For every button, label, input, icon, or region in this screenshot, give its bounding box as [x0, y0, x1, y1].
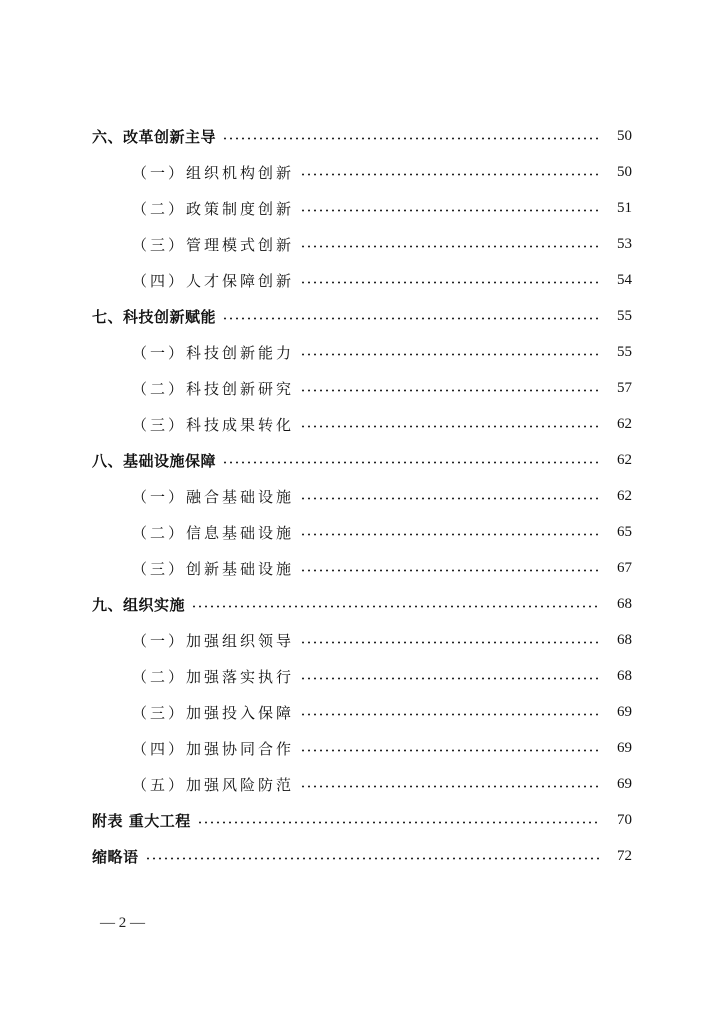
toc-entry-title: （一）组织机构创新 — [132, 163, 295, 182]
toc-entry-title: （二）信息基础设施 — [132, 523, 295, 542]
toc-chapter-entry[interactable] — [92, 802, 632, 838]
toc-section-entry[interactable] — [92, 370, 632, 406]
toc-entry-title: （一）加强组织领导 — [132, 631, 295, 650]
toc-entry-title: （三）科技成果转化 — [132, 415, 295, 434]
toc-dot-leader — [300, 389, 600, 392]
toc-entry-title: （二）科技创新研究 — [132, 379, 295, 398]
toc-entry-page-number: 68 — [617, 631, 632, 648]
toc-dot-leader — [300, 497, 600, 500]
toc-entry-page-number: 67 — [617, 559, 632, 576]
toc-section-entry[interactable] — [92, 406, 632, 442]
page-number: — 2 — — [100, 915, 145, 931]
toc-entry-page-number: 57 — [617, 379, 632, 396]
toc-section-entry[interactable] — [92, 550, 632, 586]
toc-dot-leader — [222, 137, 600, 140]
toc-dot-leader — [191, 605, 600, 608]
toc-entry-page-number: 62 — [617, 451, 632, 468]
toc-entry-page-number: 50 — [617, 127, 632, 144]
toc-dot-leader — [300, 569, 600, 572]
toc-entry-title: （四）加强协同合作 — [132, 739, 295, 758]
toc-entry-page-number: 55 — [617, 343, 632, 360]
toc-dot-leader — [222, 317, 600, 320]
toc-entry-page-number: 55 — [617, 307, 632, 324]
toc-entry-title: （三）创新基础设施 — [132, 559, 295, 578]
toc-section-entry[interactable] — [92, 478, 632, 514]
toc-chapter-entry[interactable] — [92, 298, 632, 334]
toc-dot-leader — [300, 281, 600, 284]
toc-entry-page-number: 51 — [617, 199, 632, 216]
toc-entry-title: （三）加强投入保障 — [132, 703, 295, 722]
toc-entry-page-number: 72 — [617, 847, 632, 864]
toc-dot-leader — [300, 749, 600, 752]
toc-dot-leader — [300, 677, 600, 680]
toc-section-entry[interactable] — [92, 226, 632, 262]
toc-entry-title: （一）科技创新能力 — [132, 343, 295, 362]
toc-entry-page-number: 54 — [617, 271, 632, 288]
toc-dot-leader — [197, 821, 600, 824]
toc-entry-page-number: 69 — [617, 739, 632, 756]
toc-chapter-entry[interactable] — [92, 838, 632, 874]
toc-entry-page-number: 53 — [617, 235, 632, 252]
toc-entry-title: 九、组织实施 — [92, 595, 186, 614]
toc-dot-leader — [300, 641, 600, 644]
toc-dot-leader — [222, 461, 600, 464]
toc-entry-page-number: 69 — [617, 703, 632, 720]
toc-dot-leader — [300, 245, 600, 248]
toc-section-entry[interactable] — [92, 154, 632, 190]
toc-dot-leader — [300, 209, 600, 212]
toc-dot-leader — [300, 173, 600, 176]
toc-section-entry[interactable] — [92, 334, 632, 370]
toc-entry-title: 六、改革创新主导 — [92, 127, 217, 146]
toc-dot-leader — [145, 857, 600, 860]
toc-entry-title: （一）融合基础设施 — [132, 487, 295, 506]
toc-entry-page-number: 50 — [617, 163, 632, 180]
toc-chapter-entry[interactable] — [92, 118, 632, 154]
toc-entry-title: （四）人才保障创新 — [132, 271, 295, 290]
toc-entry-title: （三）管理模式创新 — [132, 235, 295, 254]
table-of-contents — [92, 118, 632, 874]
toc-entry-page-number: 69 — [617, 775, 632, 792]
toc-entry-title: （五）加强风险防范 — [132, 775, 295, 794]
toc-chapter-entry[interactable] — [92, 586, 632, 622]
toc-entry-title: 七、科技创新赋能 — [92, 307, 217, 326]
toc-entry-title: 缩略语 — [92, 847, 139, 866]
toc-entry-page-number: 68 — [617, 667, 632, 684]
toc-dot-leader — [300, 425, 600, 428]
toc-entry-title: （二）政策制度创新 — [132, 199, 295, 218]
toc-section-entry[interactable] — [92, 766, 632, 802]
toc-entry-page-number: 62 — [617, 487, 632, 504]
toc-dot-leader — [300, 353, 600, 356]
toc-entry-page-number: 68 — [617, 595, 632, 612]
toc-entry-title: 附表 重大工程 — [92, 811, 191, 830]
toc-entry-page-number: 70 — [617, 811, 632, 828]
toc-entry-title: （二）加强落实执行 — [132, 667, 295, 686]
toc-section-entry[interactable] — [92, 262, 632, 298]
toc-dot-leader — [300, 713, 600, 716]
toc-entry-page-number: 65 — [617, 523, 632, 540]
toc-section-entry[interactable] — [92, 190, 632, 226]
toc-entry-title: 八、基础设施保障 — [92, 451, 217, 470]
toc-section-entry[interactable] — [92, 514, 632, 550]
toc-section-entry[interactable] — [92, 622, 632, 658]
toc-dot-leader — [300, 533, 600, 536]
toc-section-entry[interactable] — [92, 694, 632, 730]
toc-section-entry[interactable] — [92, 658, 632, 694]
toc-section-entry[interactable] — [92, 730, 632, 766]
toc-chapter-entry[interactable] — [92, 442, 632, 478]
toc-entry-page-number: 62 — [617, 415, 632, 432]
toc-dot-leader — [300, 785, 600, 788]
